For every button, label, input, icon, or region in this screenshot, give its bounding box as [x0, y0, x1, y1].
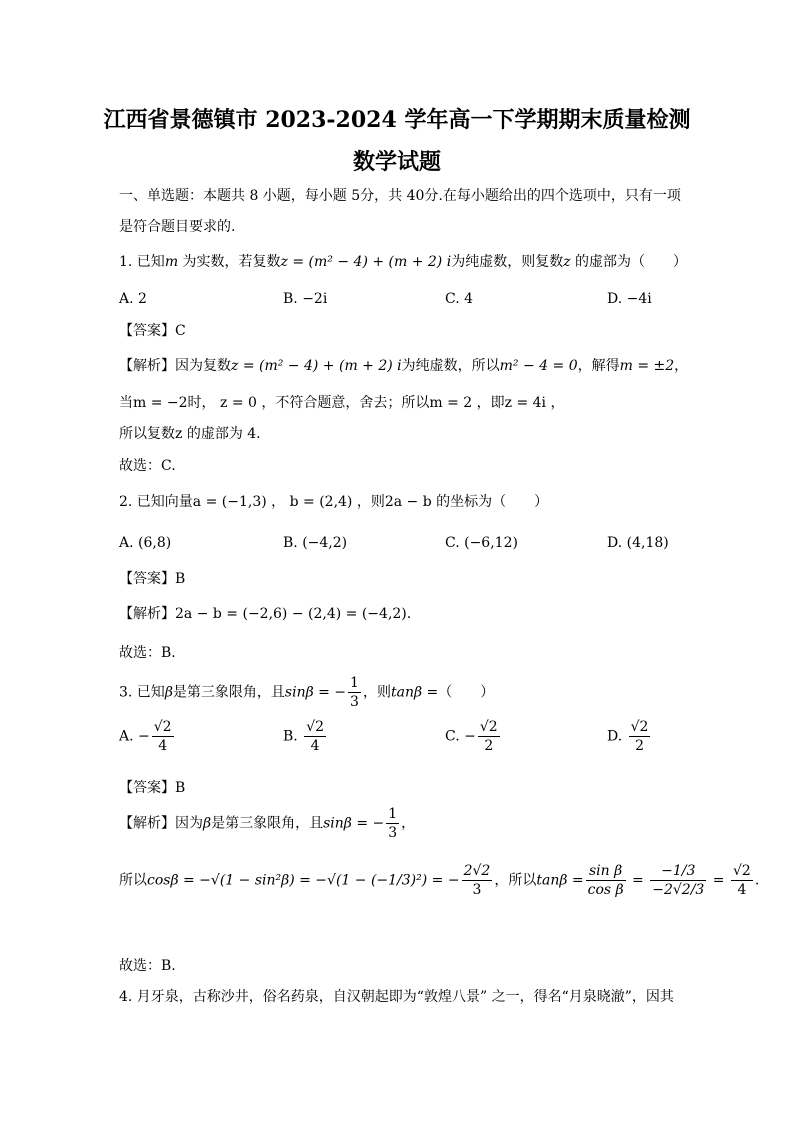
q1-stem-prefix: 1. 已知 — [119, 254, 165, 270]
q3-option-c-den: 2 — [484, 738, 494, 754]
q1-option-a: A. 2 — [119, 291, 147, 307]
q1-expression: z = (m² − 4) + (m + 2) i — [280, 254, 452, 270]
q3-option-c-num: √2 — [479, 719, 498, 735]
q3-analysis-sin: sinβ = − — [323, 815, 385, 832]
q3-analysis-b: 是第三象限角，且 — [211, 815, 324, 832]
q3-eq1: = — [627, 872, 649, 889]
q3-tan-expr: tanβ = — [536, 872, 584, 889]
q1-analysis-sol: m = ±2 — [619, 358, 675, 374]
q3-option-b-label: B. — [283, 728, 298, 745]
q3-choose: 故选：B. — [119, 958, 176, 974]
q3-answer: 【答案】B — [119, 780, 186, 796]
q1-stem — [119, 252, 687, 272]
q1-stem-mid2: 为纯虚数，则复数 — [451, 254, 564, 270]
q3-frac-num: 1 — [350, 675, 359, 691]
q1-stem-mid1: 为实数，若复数 — [178, 254, 281, 270]
q3-analysis-comma: ， — [401, 815, 416, 832]
q3-tan: tanβ = — [390, 684, 439, 701]
q3-compound-den: −2√2/3 — [652, 882, 705, 898]
q3-so-cos: 所以 — [119, 872, 147, 889]
q2-option-b: B. (−4,2) — [283, 535, 348, 551]
q4-stem: 4. 月牙泉，古称沙井，俗名药泉，自汉朝起即为“敦煌八景” 之一，得名“月泉晓澈”，因其 — [119, 989, 674, 1005]
q3-stem-a: 3. 已知 — [119, 684, 165, 701]
q3-option-a-sign: − — [138, 728, 150, 745]
q3-tan-cos: cos β — [587, 882, 624, 898]
q1-answer: 【答案】C — [119, 323, 186, 339]
q1-analysis-1b: 为纯虚数，所以 — [401, 358, 500, 374]
q3-option-a — [119, 718, 176, 755]
q3-option-c-sign: − — [464, 728, 476, 745]
q3-cos-expr: cosβ = −√(1 − sin²β) = −√(1 − (−1/3)²) = − — [147, 872, 460, 889]
q3-period: . — [754, 872, 760, 889]
q3-analysis-frac — [386, 805, 399, 842]
section-instructions-2: 是符合题目要求的. — [119, 219, 236, 235]
q3-analysis-beta: β — [203, 815, 212, 832]
q3-option-c-label: C. — [445, 728, 460, 745]
q3-option-b — [283, 718, 328, 755]
q3-tan-frac — [586, 862, 626, 899]
q3-option-a-frac — [152, 718, 174, 755]
q2-choose: 故选：B. — [119, 645, 176, 661]
q1-analysis-1 — [119, 356, 688, 376]
q3-option-b-frac — [304, 718, 326, 755]
q3-eq2: = — [708, 872, 729, 889]
q1-analysis-1d: ， — [674, 358, 689, 374]
q3-result-den: 4 — [737, 882, 747, 898]
q1-option-d: D. −4i — [607, 291, 652, 307]
q1-analysis-eq: m² − 4 = 0 — [499, 358, 578, 374]
q3-stem — [119, 674, 494, 711]
q3-stem-d: （ ） — [438, 684, 495, 701]
q3-beta: β — [164, 684, 173, 701]
q1-analysis-1c: ，解得 — [577, 358, 620, 374]
document-title: 江西省景德镇市 2023-2024 学年高一下学期期末质量检测 — [103, 107, 691, 133]
q1-analysis-1a: 【解析】因为复数 — [119, 358, 231, 374]
q3-option-a-label: A. — [119, 728, 134, 745]
q3-option-c — [445, 718, 502, 755]
q1-choose: 故选：C. — [119, 458, 176, 474]
q3-option-b-den: 4 — [310, 738, 320, 754]
q2-answer: 【答案】B — [119, 571, 186, 587]
q1-stem-suffix: 的虚部为（ ） — [570, 254, 688, 270]
q3-fraction-one-third — [348, 674, 361, 711]
q1-var-m: m — [164, 254, 179, 270]
q1-analysis-2: 当m = −2时， z = 0 ，不符合题意，舍去；所以m = 2 ，即z = 4i ， — [119, 395, 565, 411]
q1-analysis-3: 所以复数z 的虚部为 4. — [119, 426, 261, 442]
q1-analysis-expr: z = (m² − 4) + (m + 2) i — [231, 358, 402, 374]
q1-option-b: B. −2i — [283, 291, 328, 307]
q3-option-d-num: √2 — [630, 719, 649, 735]
q2-option-d: D. (4,18) — [607, 535, 669, 551]
q2-option-a: A. (6,8) — [119, 535, 172, 551]
document-subtitle: 数学试题 — [352, 149, 441, 175]
q3-analysis-2 — [119, 862, 759, 899]
q3-option-b-num: √2 — [306, 719, 325, 735]
q3-option-d-frac — [629, 718, 651, 755]
q3-analysis-a: 【解析】因为 — [119, 815, 203, 832]
q3-frac-den: 3 — [350, 694, 359, 710]
q1-var-z: z — [563, 254, 571, 270]
q3-result-num: √2 — [732, 863, 751, 879]
q3-cos-frac — [462, 862, 493, 899]
q3-cos-num: 2√2 — [463, 863, 491, 879]
q3-result-frac — [731, 862, 753, 899]
q3-stem-c: ，则 — [362, 684, 391, 701]
q2-option-c: C. (−6,12) — [445, 535, 518, 551]
q3-analysis-1 — [119, 805, 415, 842]
q3-sin-eq: sinβ = − — [284, 684, 347, 701]
q3-option-a-den: 4 — [158, 738, 168, 754]
q3-compound-frac — [650, 862, 706, 899]
q3-cos-den: 3 — [472, 882, 482, 898]
q3-option-d-den: 2 — [635, 738, 645, 754]
q2-analysis: 【解析】2a − b = (−2,6) − (2,4) = (−4,2). — [119, 606, 412, 622]
q3-option-a-num: √2 — [153, 719, 172, 735]
q2-stem: 2. 已知向量a = (−1,3) ， b = (2,4) ，则2a − b 的坐标为（ ） — [119, 494, 549, 510]
q3-tan-sin: sin β — [586, 862, 626, 881]
q3-compound-num: −1/3 — [650, 862, 706, 881]
q3-option-d — [607, 718, 652, 755]
q3-option-d-label: D. — [607, 728, 623, 745]
section-instructions-1: 一、单选题：本题共 8 小题，每小题 5分，共 40分.在每小题给出的四个选项中，只有一项 — [119, 188, 681, 204]
q3-analysis-frac-den: 3 — [388, 825, 398, 841]
q3-option-c-frac — [478, 718, 500, 755]
q3-stem-b: 是第三象限角，且 — [172, 684, 285, 701]
q3-analysis-frac-num: 1 — [388, 806, 398, 822]
q3-so-tan: ，所以 — [494, 872, 537, 889]
q1-option-c: C. 4 — [445, 291, 474, 307]
